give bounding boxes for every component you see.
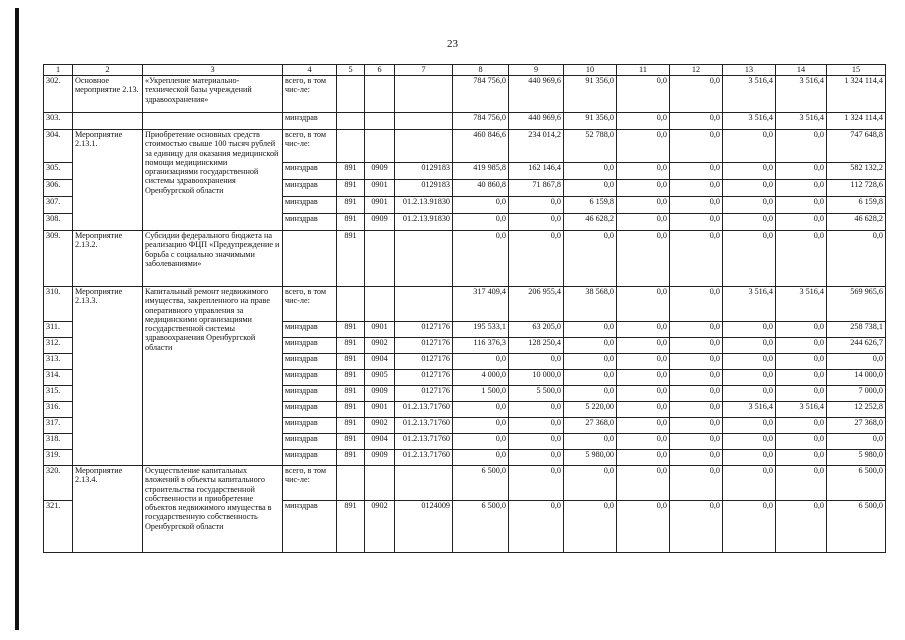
event-name: Приобретение основных средств стоимостью свыше 100 тысяч рублей за единицу для оказания медицинской помощи медицинскими организациями государственной системы здравоохранения Оренбургской области (143, 130, 283, 231)
cell-value: 0,0 (670, 197, 723, 214)
cell-total: 244 626,7 (827, 338, 886, 354)
cell-value: 38 568,0 (564, 287, 617, 322)
cell-value: 0,0 (453, 231, 509, 287)
row-number: 311. (44, 322, 73, 338)
cell-value: 206 955,4 (509, 287, 564, 322)
cell-value: 0,0 (617, 402, 670, 418)
cell-value: 6 159,8 (564, 197, 617, 214)
table-row (44, 287, 886, 322)
cell-value: 0,0 (564, 163, 617, 180)
cell-value: 0,0 (509, 450, 564, 466)
row-number: 307. (44, 197, 73, 214)
cell-value: 0,0 (776, 322, 827, 338)
cell-total: 27 368,0 (827, 418, 886, 434)
cell-value: 0,0 (509, 402, 564, 418)
event-code: Основное мероприятие 2.13. (73, 76, 143, 113)
cell-value: 0,0 (670, 338, 723, 354)
cell-value: 0,0 (670, 501, 723, 553)
cell-value: 0,0 (776, 466, 827, 501)
cell-value: 0,0 (776, 418, 827, 434)
cell-value: 0,0 (670, 322, 723, 338)
event-code: Мероприятие 2.13.2. (73, 231, 143, 287)
cell-csr: 01.2.13.71760 (395, 434, 453, 450)
cell-value: 0,0 (723, 338, 776, 354)
cell-value: 0,0 (617, 113, 670, 130)
row-number: 302. (44, 76, 73, 113)
cell-value: 0,0 (564, 338, 617, 354)
cell-value: 5 980,00 (564, 450, 617, 466)
cell-value: 116 376,3 (453, 338, 509, 354)
cell-total: 1 324 114,4 (827, 113, 886, 130)
cell-csr: 0129183 (395, 180, 453, 197)
cell-value: 46 628,2 (564, 214, 617, 231)
col-header: 10 (564, 65, 617, 76)
table-row (44, 466, 886, 501)
cell-value: 0,0 (564, 466, 617, 501)
cell-value: 162 146,4 (509, 163, 564, 180)
cell-value: 0,0 (564, 386, 617, 402)
program-table (43, 64, 886, 553)
row-number: 312. (44, 338, 73, 354)
executor: минздрав (283, 163, 337, 180)
event-code: Мероприятие 2.13.4. (73, 466, 143, 553)
cell-csr: 0127176 (395, 322, 453, 338)
cell-rzpr: 0904 (365, 354, 395, 370)
cell-value: 0,0 (776, 180, 827, 197)
cell-rzpr: 0902 (365, 418, 395, 434)
executor: всего, в том чис-ле: (283, 130, 337, 163)
cell-value: 0,0 (723, 418, 776, 434)
cell-value: 0,0 (509, 418, 564, 434)
cell-value: 3 516,4 (776, 76, 827, 113)
cell-value: 0,0 (776, 338, 827, 354)
executor: минздрав (283, 370, 337, 386)
cell-rzpr: 0901 (365, 322, 395, 338)
cell-grbs: 891 (337, 370, 365, 386)
cell-grbs: 891 (337, 402, 365, 418)
cell-value: 0,0 (670, 466, 723, 501)
cell-value: 0,0 (670, 130, 723, 163)
cell-value: 0,0 (723, 354, 776, 370)
cell-value: 440 969,6 (509, 76, 564, 113)
cell-value: 3 516,4 (723, 76, 776, 113)
cell-value: 0,0 (723, 386, 776, 402)
executor: минздрав (283, 214, 337, 231)
cell-value: 0,0 (617, 370, 670, 386)
cell-rzpr: 0909 (365, 450, 395, 466)
cell-rzpr: 0902 (365, 501, 395, 553)
cell-total: 7 000,0 (827, 386, 886, 402)
cell-value: 317 409,4 (453, 287, 509, 322)
cell-grbs: 891 (337, 338, 365, 354)
cell-value: 0,0 (670, 418, 723, 434)
cell-rzpr: 0909 (365, 163, 395, 180)
cell-value: 0,0 (776, 370, 827, 386)
row-number: 321. (44, 501, 73, 553)
cell-value: 0,0 (617, 76, 670, 113)
event-name: Капитальный ремонт недвижимого имущества, закрепленного на праве оперативного управления за медицинскими организациями государственной системы здравоохранения Оренбургской области (143, 287, 283, 466)
cell-value: 0,0 (617, 434, 670, 450)
executor: минздрав (283, 402, 337, 418)
cell-csr: 01.2.13.91830 (395, 214, 453, 231)
table-row (44, 113, 886, 130)
cell-value: 0,0 (453, 450, 509, 466)
cell-value: 0,0 (776, 501, 827, 553)
col-header: 3 (143, 65, 283, 76)
col-header: 11 (617, 65, 670, 76)
cell-value: 6 500,0 (453, 466, 509, 501)
cell-value: 0,0 (670, 113, 723, 130)
cell-value: 52 788,0 (564, 130, 617, 163)
cell-value: 0,0 (723, 214, 776, 231)
col-header: 15 (827, 65, 886, 76)
cell-value: 0,0 (509, 434, 564, 450)
col-header: 14 (776, 65, 827, 76)
event-code: Мероприятие 2.13.1. (73, 130, 143, 231)
cell-total: 258 738,1 (827, 322, 886, 338)
cell-value: 0,0 (453, 402, 509, 418)
cell-grbs: 891 (337, 163, 365, 180)
row-number: 305. (44, 163, 73, 180)
table-row (44, 76, 886, 113)
cell-value: 0,0 (723, 370, 776, 386)
cell-value: 71 867,8 (509, 180, 564, 197)
cell-rzpr: 0909 (365, 214, 395, 231)
cell-value: 0,0 (453, 197, 509, 214)
cell-total: 569 965,6 (827, 287, 886, 322)
row-number: 304. (44, 130, 73, 163)
cell-value: 0,0 (509, 466, 564, 501)
cell-total: 5 980,0 (827, 450, 886, 466)
cell-value: 3 516,4 (776, 287, 827, 322)
cell-rzpr (365, 76, 395, 113)
cell-grbs: 891 (337, 197, 365, 214)
row-number: 316. (44, 402, 73, 418)
cell-value: 5 500,0 (509, 386, 564, 402)
executor: минздрав (283, 322, 337, 338)
col-header: 6 (365, 65, 395, 76)
cell-total: 14 000,0 (827, 370, 886, 386)
page-number: 23 (447, 38, 458, 50)
cell-value: 0,0 (670, 450, 723, 466)
cell-value: 0,0 (564, 370, 617, 386)
cell-value: 4 000,0 (453, 370, 509, 386)
cell-value: 0,0 (670, 402, 723, 418)
cell-total: 46 628,2 (827, 214, 886, 231)
cell-value: 0,0 (509, 354, 564, 370)
cell-value: 3 516,4 (776, 113, 827, 130)
cell-value: 6 500,0 (453, 501, 509, 553)
executor: минздрав (283, 338, 337, 354)
row-number: 320. (44, 466, 73, 501)
cell-grbs: 891 (337, 231, 365, 287)
event-name: «Укрепление материально-технической базы учреждений здравоохранения» (143, 76, 283, 113)
cell-value: 195 533,1 (453, 322, 509, 338)
cell-value: 0,0 (617, 354, 670, 370)
cell-value: 440 969,6 (509, 113, 564, 130)
cell-value: 0,0 (723, 130, 776, 163)
cell-total: 12 252,8 (827, 402, 886, 418)
executor: минздрав (283, 113, 337, 130)
cell-value: 3 516,4 (723, 287, 776, 322)
cell-value: 0,0 (564, 180, 617, 197)
cell-value: 27 368,0 (564, 418, 617, 434)
cell-csr: 0127176 (395, 370, 453, 386)
executor: минздрав (283, 386, 337, 402)
cell-value: 0,0 (453, 354, 509, 370)
cell-value: 0,0 (776, 450, 827, 466)
cell-grbs: 891 (337, 180, 365, 197)
cell-value: 0,0 (670, 287, 723, 322)
cell-total: 6 500,0 (827, 466, 886, 501)
cell-csr: 0127176 (395, 386, 453, 402)
cell-value: 0,0 (776, 163, 827, 180)
cell-value: 0,0 (723, 163, 776, 180)
cell-rzpr: 0909 (365, 386, 395, 402)
cell-value: 784 756,0 (453, 76, 509, 113)
cell-value: 0,0 (670, 180, 723, 197)
row-number: 306. (44, 180, 73, 197)
cell-value: 0,0 (617, 231, 670, 287)
cell-value: 0,0 (670, 370, 723, 386)
cell-value: 0,0 (564, 322, 617, 338)
cell-total: 0,0 (827, 354, 886, 370)
cell-csr: 0127176 (395, 354, 453, 370)
cell-value: 0,0 (670, 163, 723, 180)
col-header: 7 (395, 65, 453, 76)
cell-total: 1 324 114,4 (827, 76, 886, 113)
cell-value: 0,0 (617, 338, 670, 354)
cell-value: 0,0 (617, 450, 670, 466)
cell-value: 0,0 (776, 434, 827, 450)
cell-total: 0,0 (827, 231, 886, 287)
cell-grbs: 891 (337, 418, 365, 434)
col-header: 1 (44, 65, 73, 76)
cell-csr (395, 76, 453, 113)
executor: минздрав (283, 180, 337, 197)
cell-value: 0,0 (723, 180, 776, 197)
cell-value: 0,0 (776, 231, 827, 287)
cell-value: 91 356,0 (564, 113, 617, 130)
row-number: 314. (44, 370, 73, 386)
cell-value: 0,0 (564, 354, 617, 370)
cell-value: 3 516,4 (723, 113, 776, 130)
cell-grbs: 891 (337, 434, 365, 450)
cell-value: 0,0 (617, 386, 670, 402)
cell-value: 0,0 (723, 466, 776, 501)
row-number: 309. (44, 231, 73, 287)
cell-value: 0,0 (617, 466, 670, 501)
cell-total: 0,0 (827, 434, 886, 450)
row-number: 303. (44, 113, 73, 130)
executor: всего, в том чис-ле: (283, 76, 337, 113)
cell-rzpr: 0904 (365, 434, 395, 450)
cell-value: 784 756,0 (453, 113, 509, 130)
cell-rzpr: 0905 (365, 370, 395, 386)
cell-value: 0,0 (776, 386, 827, 402)
executor: минздрав (283, 450, 337, 466)
cell-grbs: 891 (337, 214, 365, 231)
row-number: 317. (44, 418, 73, 434)
cell-value: 0,0 (723, 450, 776, 466)
col-header: 4 (283, 65, 337, 76)
cell-csr: 01.2.13.71760 (395, 402, 453, 418)
cell-value: 0,0 (617, 418, 670, 434)
row-number: 310. (44, 287, 73, 322)
col-header: 8 (453, 65, 509, 76)
cell-value: 0,0 (453, 434, 509, 450)
cell-value: 0,0 (723, 501, 776, 553)
cell-total: 112 728,6 (827, 180, 886, 197)
cell-csr: 01.2.13.91830 (395, 197, 453, 214)
cell-value: 419 985,8 (453, 163, 509, 180)
cell-value: 5 220,00 (564, 402, 617, 418)
row-number: 308. (44, 214, 73, 231)
row-number: 318. (44, 434, 73, 450)
table-row (44, 231, 886, 287)
cell-value: 0,0 (509, 231, 564, 287)
col-header: 13 (723, 65, 776, 76)
cell-value: 0,0 (509, 214, 564, 231)
cell-value: 0,0 (776, 197, 827, 214)
cell-value: 0,0 (776, 214, 827, 231)
cell-grbs: 891 (337, 322, 365, 338)
cell-value: 0,0 (723, 322, 776, 338)
cell-value: 0,0 (670, 214, 723, 231)
cell-grbs: 891 (337, 501, 365, 553)
executor: всего, в том чис-ле: (283, 287, 337, 322)
executor: минздрав (283, 354, 337, 370)
cell-csr: 0127176 (395, 338, 453, 354)
event-code: Мероприятие 2.13.3. (73, 287, 143, 466)
cell-total: 6 500,0 (827, 501, 886, 553)
cell-value: 0,0 (723, 434, 776, 450)
cell-value: 128 250,4 (509, 338, 564, 354)
row-number: 313. (44, 354, 73, 370)
executor (283, 231, 337, 287)
cell-value: 0,0 (617, 287, 670, 322)
cell-csr: 01.2.13.71760 (395, 450, 453, 466)
cell-grbs: 891 (337, 386, 365, 402)
cell-rzpr: 0901 (365, 402, 395, 418)
cell-value: 234 014,2 (509, 130, 564, 163)
cell-value: 0,0 (617, 197, 670, 214)
cell-grbs (337, 76, 365, 113)
table-row (44, 130, 886, 163)
cell-value: 0,0 (617, 163, 670, 180)
cell-value: 0,0 (723, 231, 776, 287)
cell-csr: 0124009 (395, 501, 453, 553)
cell-value: 0,0 (670, 386, 723, 402)
cell-value: 0,0 (564, 231, 617, 287)
cell-grbs: 891 (337, 450, 365, 466)
cell-value: 0,0 (617, 130, 670, 163)
event-name: Субсидии федерального бюджета на реализацию ФЦП «Предупреждение и борьба с социально значимыми заболеваниями» (143, 231, 283, 287)
event-name: Осуществление капитальных вложений в объекты капитального строительства государственной собственности и приобретение объектов недвижимого имущества в государственную собственность Оренбургской области (143, 466, 283, 553)
row-number: 315. (44, 386, 73, 402)
cell-value: 0,0 (617, 180, 670, 197)
cell-value: 0,0 (453, 418, 509, 434)
executor: минздрав (283, 197, 337, 214)
cell-value: 3 516,4 (723, 402, 776, 418)
cell-value: 0,0 (723, 197, 776, 214)
cell-value: 0,0 (509, 197, 564, 214)
cell-rzpr: 0901 (365, 197, 395, 214)
cell-value: 0,0 (776, 354, 827, 370)
cell-rzpr: 0901 (365, 180, 395, 197)
cell-rzpr: 0902 (365, 338, 395, 354)
cell-value: 0,0 (453, 214, 509, 231)
cell-value: 0,0 (509, 501, 564, 553)
cell-total: 582 132,2 (827, 163, 886, 180)
cell-value: 0,0 (617, 214, 670, 231)
cell-value: 0,0 (670, 354, 723, 370)
cell-value: 0,0 (564, 501, 617, 553)
cell-value: 91 356,0 (564, 76, 617, 113)
binding-edge-bar (15, 8, 19, 630)
cell-value: 1 500,0 (453, 386, 509, 402)
row-number: 319. (44, 450, 73, 466)
cell-total: 747 648,8 (827, 130, 886, 163)
cell-value: 0,0 (617, 501, 670, 553)
executor: всего, в том чис-ле: (283, 466, 337, 501)
cell-value: 63 205,0 (509, 322, 564, 338)
cell-csr: 0129183 (395, 163, 453, 180)
cell-total: 6 159,8 (827, 197, 886, 214)
executor: минздрав (283, 434, 337, 450)
cell-value: 0,0 (670, 231, 723, 287)
cell-value: 0,0 (564, 434, 617, 450)
cell-value: 460 846,6 (453, 130, 509, 163)
executor: минздрав (283, 501, 337, 553)
col-header: 9 (509, 65, 564, 76)
col-header: 2 (73, 65, 143, 76)
col-header: 12 (670, 65, 723, 76)
cell-value: 0,0 (670, 76, 723, 113)
col-header: 5 (337, 65, 365, 76)
cell-value: 40 860,8 (453, 180, 509, 197)
header-row (44, 65, 886, 76)
executor: минздрав (283, 418, 337, 434)
cell-value: 0,0 (776, 130, 827, 163)
cell-value: 10 000,0 (509, 370, 564, 386)
cell-value: 0,0 (617, 322, 670, 338)
cell-csr: 01.2.13.71760 (395, 418, 453, 434)
cell-value: 3 516,4 (776, 402, 827, 418)
cell-value: 0,0 (670, 434, 723, 450)
cell-grbs: 891 (337, 354, 365, 370)
